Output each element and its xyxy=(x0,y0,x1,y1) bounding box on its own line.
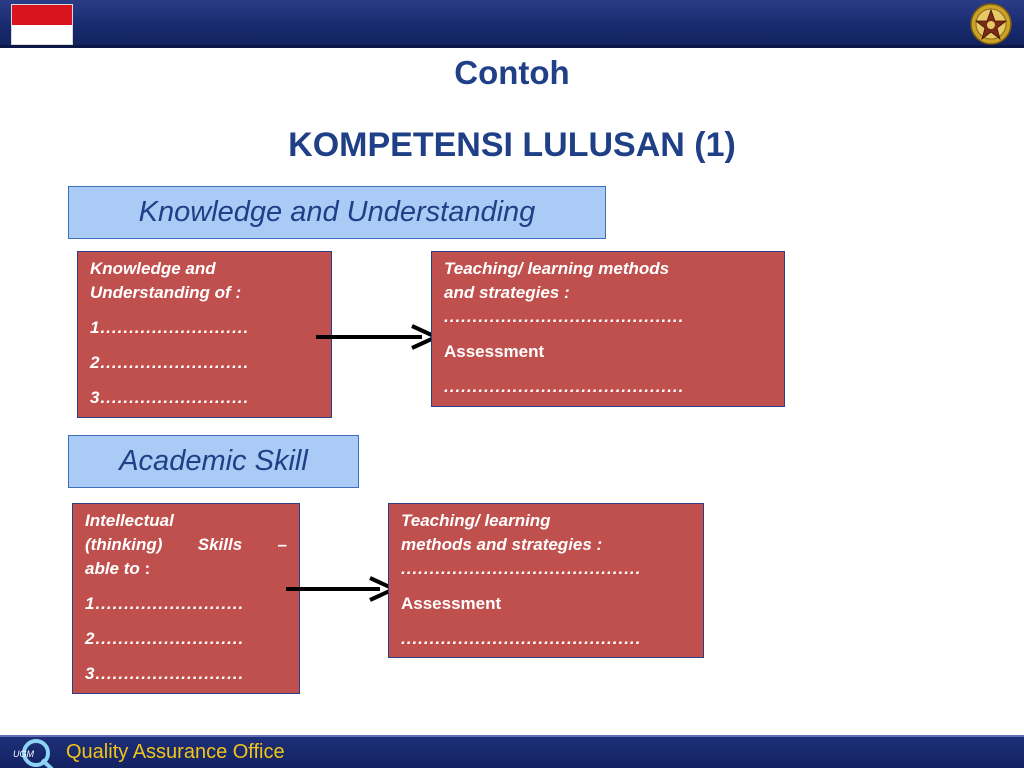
box-text: Knowledge and xyxy=(90,259,216,278)
arrow-right-icon xyxy=(284,574,398,604)
list-item: 1.......................... xyxy=(90,318,250,337)
page-title: Contoh xyxy=(454,54,570,91)
dotted-line: .......................................... xyxy=(444,307,685,326)
list-item: 2.......................... xyxy=(85,629,245,648)
list-item: 3.......................... xyxy=(90,388,250,407)
list-item: 2.......................... xyxy=(90,353,250,372)
box-text: and strategies : xyxy=(444,283,570,302)
box-text: Skills xyxy=(197,535,243,554)
box-text: Understanding of : xyxy=(90,283,242,302)
box-text: Teaching/ learning xyxy=(401,511,551,530)
box-text: : xyxy=(144,559,151,578)
section-heading-knowledge: Knowledge and Understanding xyxy=(68,186,606,239)
knowledge-methods-box xyxy=(431,251,785,407)
academic-outcomes-box xyxy=(72,503,300,694)
box-text: Intellectual xyxy=(85,511,174,530)
box-text: Teaching/ learning methods xyxy=(444,259,670,278)
indonesia-flag-icon xyxy=(11,4,73,45)
ugm-emblem-icon xyxy=(970,3,1012,45)
assessment-label: Assessment xyxy=(401,594,502,613)
list-item: 3.......................... xyxy=(85,664,245,683)
ugm-logo-text: UGM xyxy=(13,749,34,759)
box-text-row xyxy=(85,533,287,557)
qao-logo-icon xyxy=(6,738,56,768)
academic-methods-box xyxy=(388,503,704,658)
list-item: 1.......................... xyxy=(85,594,245,613)
arrow-right-icon xyxy=(314,322,440,352)
dotted-line: .......................................... xyxy=(401,559,642,578)
dotted-line: .......................................... xyxy=(401,629,642,648)
box-text-row xyxy=(85,557,287,581)
box-text: – xyxy=(277,535,287,554)
box-text: methods and strategies : xyxy=(401,535,603,554)
page-subtitle: KOMPETENSI LULUSAN (1) xyxy=(288,126,736,164)
box-text: able to xyxy=(85,559,140,578)
section-heading-academic: Academic Skill xyxy=(68,435,359,488)
footer-label: Quality Assurance Office xyxy=(66,741,285,763)
dotted-line: .......................................... xyxy=(444,377,685,396)
footer-bar xyxy=(0,735,1024,768)
top-bar xyxy=(0,0,1024,48)
assessment-label: Assessment xyxy=(444,342,545,361)
knowledge-outcomes-box xyxy=(77,251,332,418)
box-text: (thinking) xyxy=(85,535,163,554)
